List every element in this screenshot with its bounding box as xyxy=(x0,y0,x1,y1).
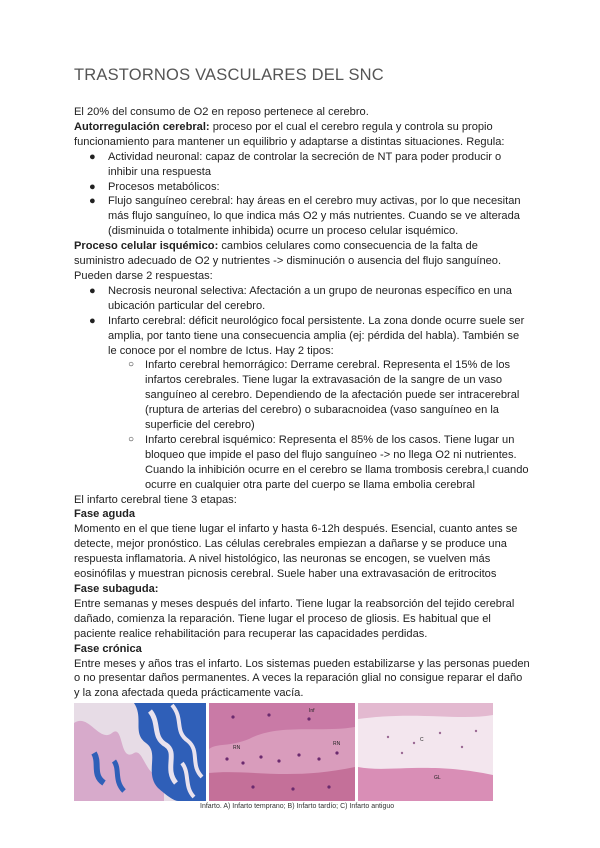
fase-subaguda-heading: Fase subaguda: xyxy=(74,583,159,595)
panel-b-label: RN xyxy=(233,745,241,751)
fase-subaguda-text: Entre semanas y meses después del infarto. Tiene lugar la reabsorción del tejido cerebral dañado, comienza la reparación. Tiene lugar el proceso de gliosis. Es habitual que el paciente realice rehabilitación para recuperar las capacidades perdidas. xyxy=(74,597,515,640)
bullet-icon: ● xyxy=(89,284,96,297)
intro-paragraph: El 20% del consumo de O2 en reposo pertenece al cerebro. xyxy=(74,106,369,118)
autorregulacion-text: proceso por el cual el cerebro regula y controla su propio funcionamiento para mantener un equilibrio y adaptarse a distintas situaciones. Regula: xyxy=(74,120,505,148)
panel-c-label: C xyxy=(420,737,424,743)
etapas-intro: El infarto cerebral tiene 3 etapas: xyxy=(74,493,237,506)
circle-bullet-icon: ○ xyxy=(128,359,135,371)
panel-b-label: Inf xyxy=(309,708,315,714)
isquemico-list xyxy=(74,284,530,493)
autorregulacion-list xyxy=(74,150,530,239)
fase-aguda-text: Momento en el que tiene lugar el infarto y hasta 6-12h después. Esencial, cuanto antes se detecte, mejor pronóstico. Las células cerebrales empiezan a dañarse y se produce una respuesta inflamatoria. A nivel histológico, las neuronas se encogen, se vuelven más eosinófilas y muestran picnosis cerebral. Suele haber una extravasación de eritrocitos xyxy=(74,523,518,581)
infarto-types-list xyxy=(108,358,530,492)
list-item: ● Flujo sanguíneo cerebral: hay áreas en el cerebro muy activas, por lo que necesitan más flujo sanguíneo, lo que indica más O2 y más nutrientes. Cuando se ve alterada (disminuida o totalmente inhibida) ocurre un proceso celular isquémico. xyxy=(89,195,521,238)
document-page xyxy=(74,66,530,701)
list-item: ○ Infarto cerebral hemorrágico: Derrame cerebral. Representa el 15% de los infartos cerebrales. Tiene lugar la extravasación de la sangre de un vaso sanguíneo al cerebro. Dependiendo de la afectación puede ser intracerebral (ruptura de arterias del cerebro) o subaracnoidea (vaso sanguíneo en la superficie del cerebro) xyxy=(128,359,520,432)
fase-aguda-heading: Fase aguda xyxy=(74,508,136,521)
isquemico-text: cambios celulares como consecuencia de la falta de suministro adecuado de O2 y nutrientes -> disminución o ausencia del flujo sanguíneo. Pueden darse 2 respuestas: xyxy=(74,240,502,282)
list-item: ● Necrosis neuronal selectiva: Afectación a un grupo de neuronas específico en una ubicación particular del cerebro. xyxy=(89,284,512,312)
isquemico-term: Proceso celular isquémico: xyxy=(74,240,219,253)
circle-bullet-icon: ○ xyxy=(128,433,135,445)
list-item: ● Infarto cerebral: déficit neurológico focal persistente. La zona donde ocurre suele ser amplia, por tanto tiene una consecuencia amplia (ej: pérdida del habla). También se le conoce por el nombre de Ictus. Hay 2 tipos: ○ Infarto cerebral hemorrágico: Derrame cerebral. Representa el 15% de los infartos cerebrales. Tiene lugar la extravasación de la sangre de un vaso sanguíneo al cerebro. Dependiendo de la afectación puede ser intracerebral (ruptura de arterias del cerebro) o subaracnoidea (vaso sanguíneo en la superficie del cerebro) ○ Infarto cerebral isquémico: Representa el 85% de los casos. Tiene lugar un bloqueo que impide el paso del flujo sanguíneo -> no llega O2 ni nutrientes. Cuando la inhibición ocurre en el cerebro se llama trombosis cerebra,l cuando ocurre en cualquier otra parte del cuerpo se llama embolia cerebral xyxy=(89,314,529,491)
bullet-icon: ● xyxy=(89,150,96,163)
panel-c-old-infarct-image xyxy=(358,703,493,801)
bullet-icon: ● xyxy=(89,314,96,327)
fase-cronica-heading: Fase crónica xyxy=(74,642,142,655)
bullet-icon: ● xyxy=(89,195,96,208)
bullet-icon: ● xyxy=(89,180,96,193)
page-title: TRASTORNOS VASCULARES DEL SNC xyxy=(74,66,384,84)
autorregulacion-paragraph xyxy=(74,120,530,150)
fase-cronica-text: Entre meses y años tras el infarto. Los sistemas pueden estabilizarse y las personas pueden o no presentar daños permanentes. A veces la reparación glial no consigue reparar el daño y la zona afectada queda prácticamente vacía. xyxy=(74,657,530,700)
panel-b-label: RN xyxy=(333,741,341,747)
list-item: ● Actividad neuronal: capaz de controlar la secreción de NT para poder producir o inhibir una respuesta xyxy=(89,150,502,178)
panel-c-label: GL xyxy=(434,775,441,781)
list-item: ● Procesos metabólicos: xyxy=(89,180,220,193)
histology-figure xyxy=(74,703,493,801)
list-item: ○ Infarto cerebral isquémico: Representa el 85% de los casos. Tiene lugar un bloqueo que impide el paso del flujo sanguíneo -> no llega O2 ni nutrientes. Cuando la inhibición ocurre en el cerebro se llama trombosis cerebra,l cuando ocurre en cualquier otra parte del cuerpo se llama embolia cerebral xyxy=(128,433,529,491)
autorregulacion-term: Autorregulación cerebral: xyxy=(74,120,210,133)
panel-a-early-infarct-image xyxy=(74,703,206,801)
figure-caption: Infarto. A) Infarto temprano; B) Infarto tardío; C) Infarto antiguo xyxy=(200,803,395,810)
panel-b-late-infarct-image xyxy=(209,703,355,801)
isquemico-paragraph xyxy=(74,239,530,284)
